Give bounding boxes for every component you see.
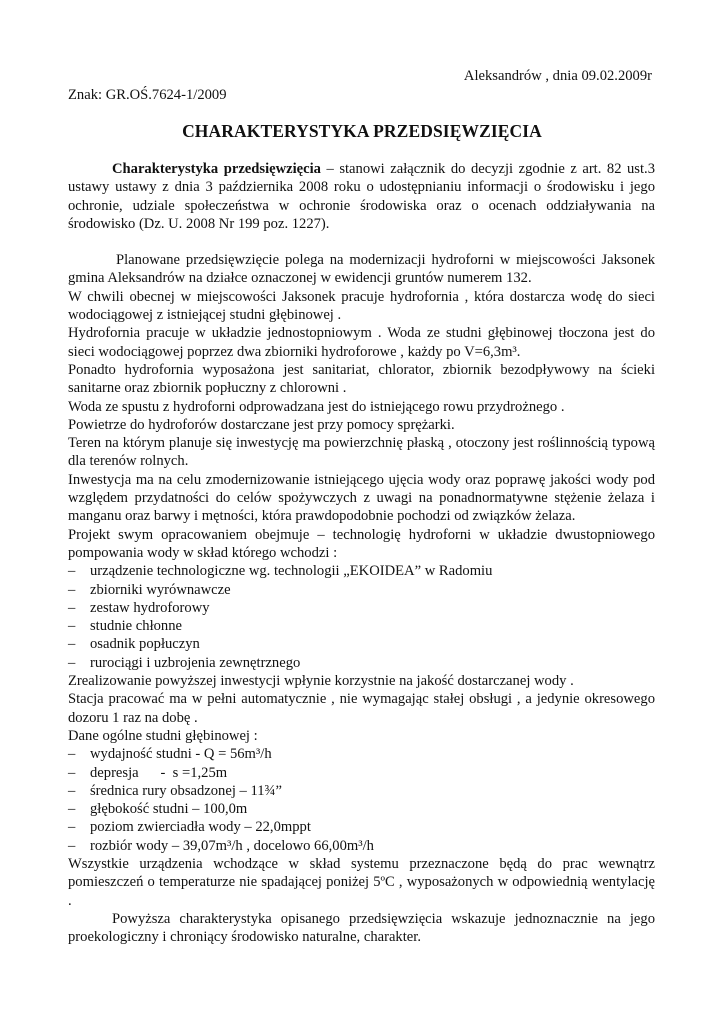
paragraph: Woda ze spustu z hydroforni odprowadzana jest do istniejącego rowu przydrożnego . <box>68 398 565 415</box>
list-item-text: poziom zwierciadła wody – 22,0mppt <box>90 819 311 836</box>
intro-bold-lead: Charakterystyka przedsięwzięcia <box>112 161 321 177</box>
paragraph: Powietrze do hydroforów dostarczane jest przy pomocy sprężarki. <box>68 416 455 433</box>
dash-bullet: – <box>68 563 76 580</box>
dash-bullet: – <box>68 764 76 781</box>
list-item-text: rozbiór wody – 39,07m³/h , docelowo 66,00m³/h <box>90 837 374 854</box>
dash-bullet: – <box>68 746 76 763</box>
list-item-text: głębokość studni – 100,0m <box>90 801 248 818</box>
reference-number: Znak: GR.OŚ.7624-1/2009 <box>68 87 227 103</box>
document-date: Aleksandrów , dnia 09.02.2009r <box>463 68 652 84</box>
list-item-text: osadnik popłuczyn <box>90 636 200 653</box>
paragraph: Hydrofornia pracuje w układzie jednostopniowym . Woda ze studni głębinowej tłoczona jest do sieci wodociągowej poprzez dwa zbiorniki hydroforowe , każdy po V=6,3m³. <box>68 325 655 360</box>
paragraph: Planowane przedsięwzięcie polega na modernizacji hydroforni w miejscowości Jaksonek gmina Aleksandrów na działce oznaczonej w ewidencji gruntów numerem 132. <box>68 252 655 287</box>
list-item <box>68 654 655 672</box>
list-item <box>68 837 655 855</box>
list-item <box>68 617 655 635</box>
list-item <box>68 764 655 782</box>
intro-text: – stanowi załącznik do decyzji zgodnie z art. 82 ust.3 ustawy ustawy z dnia 3 października 2008 roku o udostępnianiu informacji o środowisku i jego ochronie, udziale społeczeństwa w ochronie środowiska oraz o ocenach oddziaływania na środowisko (Dz. U. 2008 Nr 199 poz. 1227). <box>68 161 655 232</box>
dash-bullet: – <box>68 581 76 598</box>
dash-bullet: – <box>68 636 76 653</box>
dash-bullet: – <box>68 801 76 818</box>
list-item <box>68 782 655 800</box>
list-item <box>68 562 655 580</box>
dash-bullet: – <box>68 837 76 854</box>
list-item <box>68 818 655 836</box>
paragraph: Projekt swym opracowaniem obejmuje – technologię hydroforni w układzie dwustopniowego pompowania wody w skład którego wchodzi : <box>68 526 655 561</box>
document-title: CHARAKTERYSTYKA PRZEDSIĘWZIĘCIA <box>182 121 542 141</box>
list-item <box>68 800 655 818</box>
paragraph: Stacja pracować ma w pełni automatycznie , nie wymagając stałej obsługi , a jedynie okresowego dozoru 1 raz na dobę . <box>68 691 655 726</box>
list-item-text: depresja - s =1,25m <box>90 764 228 781</box>
list-item <box>68 635 655 653</box>
paragraph: Inwestycja ma na celu zmodernizowanie istniejącego ujęcia wody oraz poprawę jakości wody pod względem przydatności do celów spożywczych z uwagi na ponadnormatywne stężenie żelaza i manganu oraz barwy i mętności, która prawdopodobnie pochodzi od związków żelaza. <box>68 471 655 525</box>
dash-bullet: – <box>68 819 76 836</box>
intro-paragraph <box>68 160 655 233</box>
dash-bullet: – <box>68 782 76 799</box>
paragraph: Zrealizowanie powyższej inwestycji wpłynie korzystnie na jakość dostarczanej wody . <box>68 673 574 690</box>
paragraph: Teren na którym planuje się inwestycję ma powierzchnię płaską , otoczony jest roślinnością typową dla terenów rolnych. <box>68 435 655 470</box>
paragraph: Wszystkie urządzenia wchodzące w skład systemu przeznaczone będą do prac wewnątrz pomieszczeń o temperaturze nie spadającej poniżej 5ºC , wyposażonych w odpowiednią wentylację . <box>68 855 655 909</box>
dash-bullet: – <box>68 599 76 616</box>
list-item-text: rurociągi i uzbrojenia zewnętrznego <box>90 654 301 671</box>
list-item <box>68 599 655 617</box>
list-item-text: wydajność studni - Q = 56m³/h <box>90 746 272 763</box>
list-item-text: studnie chłonne <box>90 618 183 635</box>
paragraph: W chwili obecnej w miejscowości Jaksonek pracuje hydrofornia , która dostarcza wodę do sieci wodociągowej z istniejącej studni głębinowej . <box>68 288 655 324</box>
dash-bullet: – <box>68 654 76 671</box>
list-item-text: zbiorniki wyrównawcze <box>90 581 231 598</box>
list-item-text: urządzenie technologiczne wg. technologii „EKOIDEA” w Radomiu <box>90 563 493 580</box>
paragraph: Dane ogólne studni głębinowej : <box>68 727 258 744</box>
closing-paragraph: Powyższa charakterystyka opisanego przedsięwzięcia wskazuje jednoznacznie na jego proekologiczny i chroniący środowisko naturalne, charakter. <box>68 910 655 946</box>
list-item <box>68 745 655 763</box>
list-item-text: zestaw hydroforowy <box>90 599 210 616</box>
equipment-list <box>68 562 655 672</box>
list-item <box>68 581 655 599</box>
document-body <box>68 160 655 946</box>
list-item-text: średnica rury obsadzonej – 11¾” <box>90 782 282 799</box>
paragraph: Ponadto hydrofornia wyposażona jest sanitariat, chlorator, zbiornik bezodpływowy na ścieki sanitarne oraz zbiornik popłuczny z chlorowni . <box>68 361 655 397</box>
dash-bullet: – <box>68 618 76 635</box>
well-data-list <box>68 745 655 855</box>
